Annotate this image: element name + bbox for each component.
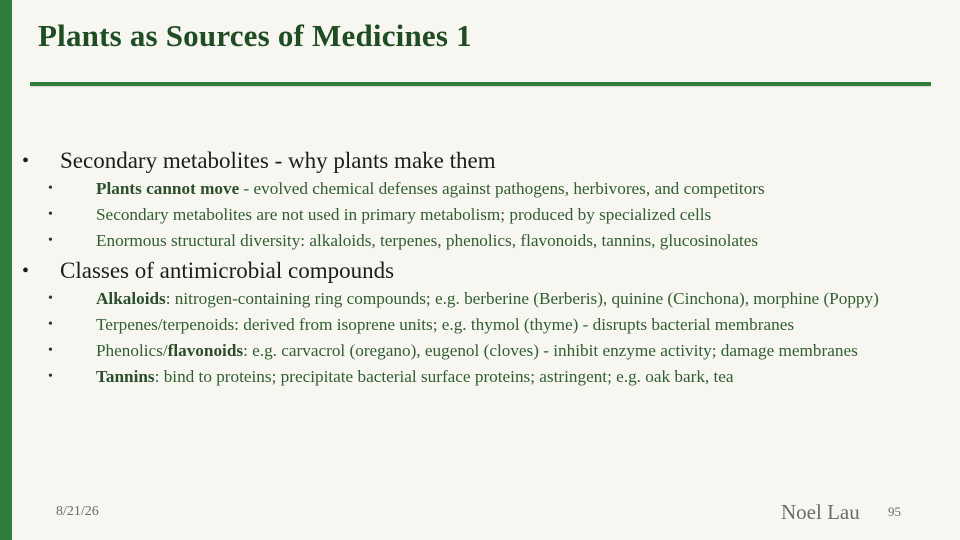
list-item [0, 228, 960, 254]
item-text: - evolved chemical defenses against pathogens, herbivores, and competitors [239, 179, 765, 198]
section-heading-text: Classes of antimicrobial compounds [60, 258, 395, 283]
item-bold-term: Plants cannot move [96, 179, 240, 198]
list-item [0, 176, 960, 202]
item-bold-term: Tannins [96, 367, 155, 386]
bullet-icon: • [48, 343, 53, 358]
bullet-icon: • [22, 150, 30, 172]
bullet-icon: • [48, 291, 53, 306]
section-heading [0, 256, 960, 286]
item-text: Secondary metabolites are not used in primary metabolism; produced by specialized cells [96, 205, 712, 224]
bullet-icon: • [48, 317, 53, 332]
slide-content [0, 146, 960, 390]
section-heading-text: Secondary metabolites - why plants make them [60, 148, 496, 173]
item-text: : bind to proteins; precipitate bacterial surface proteins; astringent; e.g. oak bark, tea [154, 367, 734, 386]
list-item [0, 202, 960, 228]
item-bold-term: flavonoids [167, 341, 244, 360]
list-item [0, 364, 960, 390]
item-text: : nitrogen-containing ring compounds; e.g. berberine (Berberis), quinine (Cinchona), morphine (Poppy) [165, 289, 879, 308]
item-bold-term: Alkaloids [96, 289, 166, 308]
slide-author: Noel Lau [781, 500, 860, 524]
item-text: Terpenes/terpenoids: derived from isoprene units; e.g. thymol (thyme) - disrupts bacterial membranes [96, 315, 795, 334]
slide-title: Plants as Sources of Medicines 1 [38, 18, 472, 53]
list-item [0, 286, 960, 312]
item-prefix: Phenolics/ [96, 341, 168, 360]
item-text: : e.g. carvacrol (oregano), eugenol (cloves) - inhibit enzyme activity; damage membranes [243, 341, 858, 360]
bullet-icon: • [48, 181, 53, 196]
bullet-icon: • [48, 369, 53, 384]
section-heading [0, 146, 960, 176]
item-text: Enormous structural diversity: alkaloids, terpenes, phenolics, flavonoids, tannins, glucosinolates [96, 231, 759, 250]
list-item [0, 338, 960, 364]
bullet-icon: • [48, 233, 53, 248]
list-item [0, 312, 960, 338]
title-divider [30, 82, 931, 86]
slide-date: 8/21/26 [56, 504, 99, 519]
page-number: 95 [888, 504, 901, 519]
bullet-icon: • [22, 260, 30, 282]
bullet-icon: • [48, 207, 53, 222]
